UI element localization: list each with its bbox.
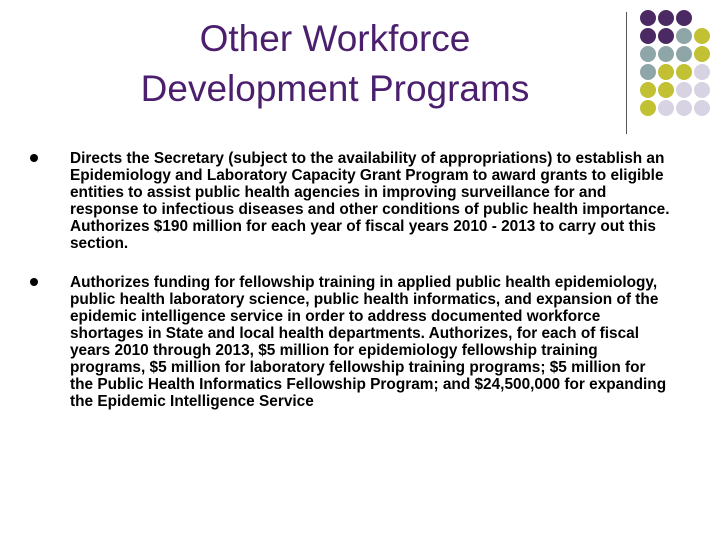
- vertical-divider: [626, 12, 627, 134]
- decorative-dot: [694, 82, 710, 98]
- decorative-dot: [676, 28, 692, 44]
- decorative-dot: [640, 64, 656, 80]
- bullet-list: [30, 150, 670, 431]
- bullet-item-fellowship-funding: [30, 274, 670, 411]
- decorative-dot-grid: [640, 10, 720, 110]
- decorative-dot: [694, 100, 710, 116]
- slide-title: [60, 14, 610, 114]
- decorative-dot: [658, 100, 674, 116]
- decorative-dot: [676, 46, 692, 62]
- decorative-dot: [640, 28, 656, 44]
- decorative-dot: [640, 10, 656, 26]
- decorative-dot: [676, 82, 692, 98]
- decorative-dot: [658, 10, 674, 26]
- decorative-dot: [676, 64, 692, 80]
- title-line-1: Other Workforce: [199, 18, 471, 59]
- bullet-text: Directs the Secretary (subject to the availability of appropriations) to establish an Epidemiology and Laboratory Capacity Grant Program to award grants to eligible entities to assist public health agencies in improving surveillance for and response to infectious diseases and other conditions of public health importance. Authorizes $190 million for each year of fiscal years 2010 - 2013 to carry out this section.: [70, 150, 670, 253]
- decorative-dot: [658, 64, 674, 80]
- decorative-dot: [694, 46, 710, 62]
- bullet-text: Authorizes funding for fellowship training in applied public health epidemiology, public health laboratory science, public health informatics, and expansion of the epidemic intelligence service in order to address documented workforce shortages in State and local health departments. Authorizes, for each of fiscal years 2010 through 2013, $5 million for epidemiology fellowship training programs, $5 million for laboratory fellowship training programs; $5 million for the Public Health Informatics Fellowship Program; and $24,500,000 for expanding the Epidemic Intelligence Service: [70, 273, 667, 411]
- decorative-dot: [658, 46, 674, 62]
- decorative-dot: [694, 28, 710, 44]
- decorative-dot: [658, 28, 674, 44]
- decorative-dot: [658, 82, 674, 98]
- bullet-dot-icon: [30, 278, 38, 286]
- decorative-dot: [640, 46, 656, 62]
- bullet-item-epidemiology-grant: [30, 150, 670, 253]
- bullet-dot-icon: [30, 154, 38, 162]
- decorative-dot: [640, 82, 656, 98]
- title-line-2: Development Programs: [140, 68, 530, 109]
- decorative-dot: [694, 64, 710, 80]
- decorative-dot: [640, 100, 656, 116]
- decorative-dot: [676, 10, 692, 26]
- decorative-dot: [676, 100, 692, 116]
